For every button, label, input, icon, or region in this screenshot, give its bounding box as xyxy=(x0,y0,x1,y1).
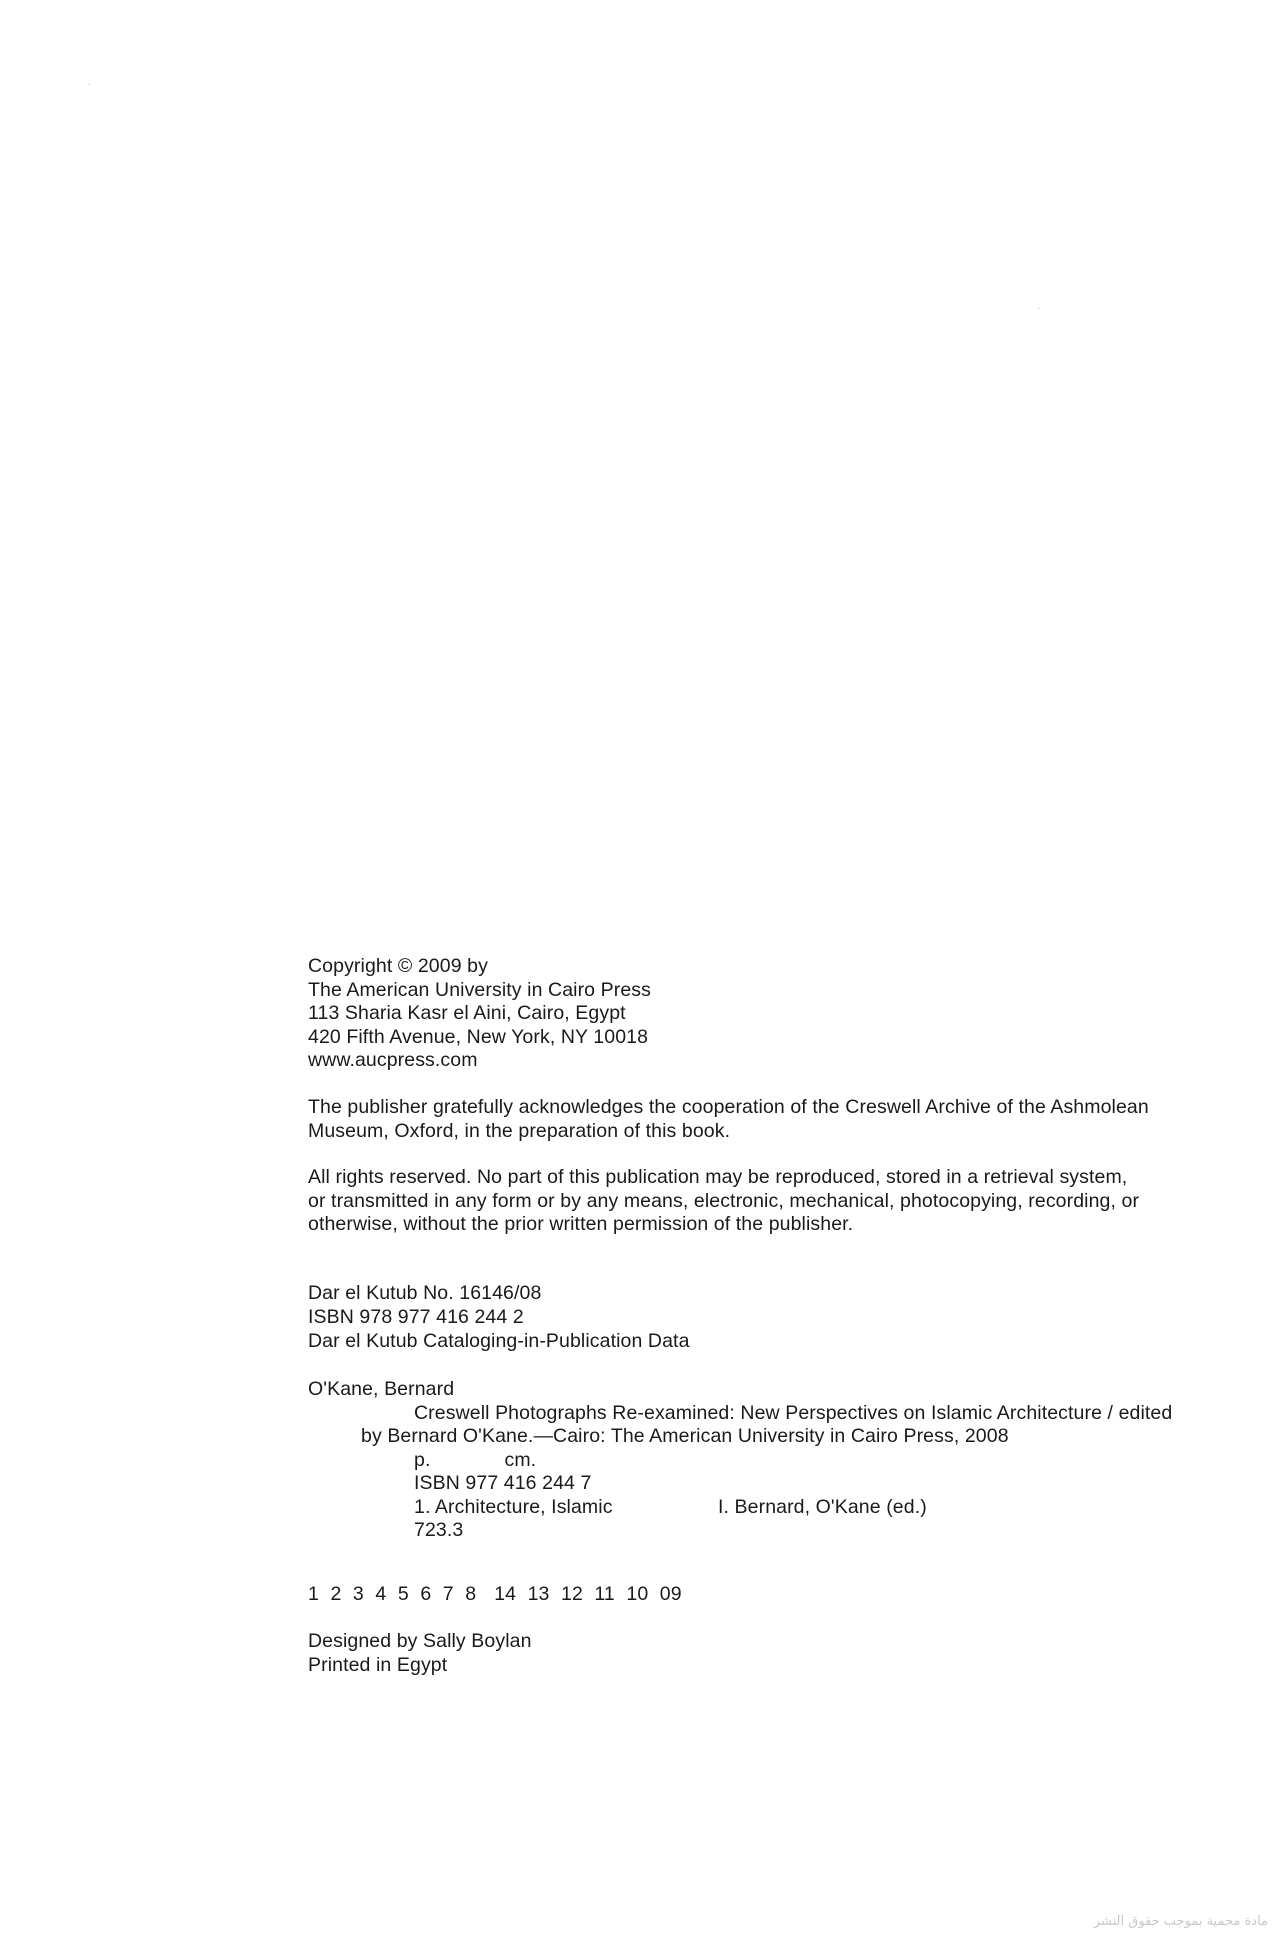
new-york-address: 420 Fifth Avenue, New York, NY 10018 xyxy=(308,1025,649,1048)
cip-title: Creswell Photographs Re-examined: New Perspectives on Islamic Architecture / edited xyxy=(414,1401,1173,1424)
rights-line: or transmitted in any form or by any means, electronic, mechanical, photocopying, recording, or xyxy=(308,1189,1140,1212)
rights-line: All rights reserved. No part of this publication may be reproduced, stored in a retrieval system, xyxy=(308,1166,1128,1188)
copyright-stamp: مادة محمية بموجب حقوق النشر xyxy=(1093,1914,1268,1929)
acknowledgement-line: The publisher gratefully acknowledges the cooperation of the Creswell Archive of the Ashmolean xyxy=(308,1096,1149,1118)
cip-size: cm. xyxy=(504,1448,537,1471)
publisher-website: www.aucpress.com xyxy=(308,1049,478,1071)
printed-in: Printed in Egypt xyxy=(308,1653,448,1676)
cip-author: O'Kane, Bernard xyxy=(308,1378,455,1400)
copyright-line: Copyright © 2009 by xyxy=(308,955,488,977)
copyright-address-block xyxy=(308,955,651,1073)
cip-statement: by Bernard O'Kane.—Cairo: The American University in Cairo Press, 2008 xyxy=(361,1425,1009,1447)
legal-deposit-block xyxy=(308,1282,541,1329)
printing-line xyxy=(308,1583,682,1607)
acknowledgement-paragraph xyxy=(308,1096,1149,1143)
designer-credit: Designed by Sally Boylan xyxy=(308,1630,532,1652)
impression-numbers: 1 2 3 4 5 6 7 8 xyxy=(308,1583,477,1605)
publisher-name: The American University in Cairo Press xyxy=(308,978,651,1001)
cip-classification: 723.3 xyxy=(414,1519,464,1541)
credits-block xyxy=(308,1630,532,1677)
dar-el-kutub-number: Dar el Kutub No. 16146/08 xyxy=(308,1282,542,1304)
cip-heading xyxy=(308,1330,690,1354)
scan-speck xyxy=(88,84,90,85)
cip-added-entry: I. Bernard, O'Kane (ed.) xyxy=(718,1495,927,1518)
acknowledgement-line: Museum, Oxford, in the preparation of this book. xyxy=(308,1119,731,1142)
cip-record xyxy=(308,1378,1172,1543)
isbn-13: ISBN 978 977 416 244 2 xyxy=(308,1305,524,1328)
impression-years: 14 13 12 11 10 09 xyxy=(494,1583,682,1605)
cip-collation xyxy=(308,1449,1172,1473)
cip-isbn: ISBN 977 416 244 7 xyxy=(414,1472,592,1494)
cip-heading-text: Dar el Kutub Cataloging-in-Publication Data xyxy=(308,1330,690,1352)
cairo-address: 113 Sharia Kasr el Aini, Cairo, Egypt xyxy=(308,1002,626,1024)
cip-pages: p. xyxy=(414,1448,431,1471)
rights-line: otherwise, without the prior written permission of the publisher. xyxy=(308,1213,854,1235)
rights-paragraph xyxy=(308,1166,1139,1237)
cip-subject-line xyxy=(308,1496,1172,1520)
cip-subject: 1. Architecture, Islamic xyxy=(414,1495,613,1518)
scan-speck xyxy=(1038,308,1040,309)
